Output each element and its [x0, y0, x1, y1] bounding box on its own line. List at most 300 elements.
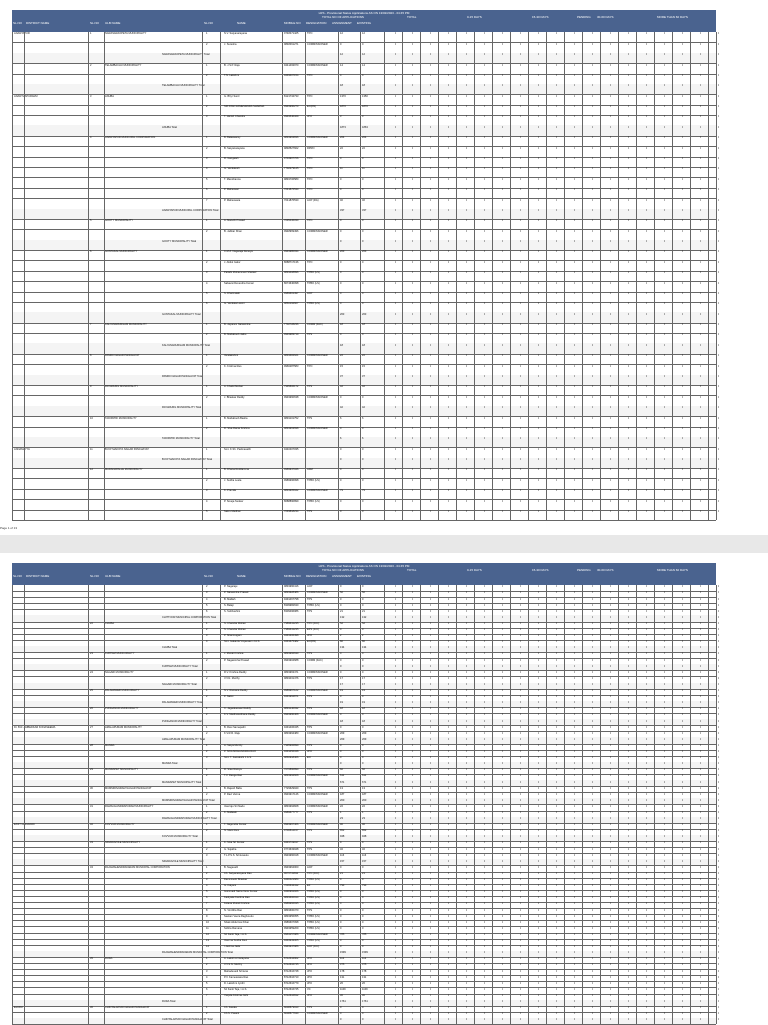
cell-name: Sobha Ramana — [224, 926, 243, 930]
pending-count-cell: 0 — [538, 489, 540, 493]
col-30-60-group: 30-60 DAYS — [597, 15, 614, 19]
pending-count-cell: 0 — [520, 395, 522, 399]
total-label: CHITTOOR MUNICIPAL CORPORATION Total — [162, 615, 217, 619]
cell-mob: 9949997466 — [284, 823, 299, 827]
pending-count-cell: 0 — [430, 281, 432, 285]
pending-count-cell: 0 — [700, 737, 702, 741]
cell-a: 6 — [340, 416, 342, 420]
pending-count-cell: 0 — [466, 902, 468, 906]
pending-count-cell: 0 — [646, 628, 648, 632]
pending-count-cell: 0 — [700, 208, 702, 212]
pending-count-cell: 0 — [538, 689, 540, 693]
pending-count-cell: 0 — [412, 510, 414, 513]
pending-count-cell: 0 — [610, 323, 612, 327]
pending-count-cell: 0 — [484, 156, 486, 160]
pending-count-cell: 0 — [395, 670, 397, 674]
pending-count-cell: 0 — [448, 621, 450, 625]
pending-count-cell: 0 — [574, 762, 576, 766]
total-label: GUNTAKAL MUNICIPALITY Total — [162, 312, 201, 316]
cell-a: 134 — [340, 646, 345, 650]
cell-des: TPO — [307, 167, 313, 171]
pending-count-cell: 0 — [682, 281, 684, 285]
pending-count-cell: 0 — [556, 177, 558, 181]
pending-count-cell: 0 — [646, 670, 648, 674]
pending-count-cell: 0 — [682, 1000, 684, 1003]
pending-count-cell: 0 — [538, 810, 540, 814]
pending-count-cell: 0 — [502, 939, 504, 943]
pending-count-cell: 0 — [430, 853, 432, 857]
cell-name: B. Ravi Samapathi — [224, 725, 246, 729]
cell-e: 21 — [362, 609, 365, 613]
cell-s: 2 — [206, 42, 208, 46]
cell-e: 785 — [362, 932, 367, 936]
cell-e: 21 — [362, 871, 365, 875]
cell-a: 1873 — [340, 125, 346, 129]
cell-name: N.V. Ramana Reddy — [224, 689, 248, 693]
cell-a: 0 — [340, 878, 342, 882]
pending-count-cell: 0 — [556, 115, 558, 119]
cell-a: 18 — [340, 343, 343, 347]
cell-a: 263 — [340, 312, 345, 316]
cell-name: Kadiyala Pavithra Rao — [224, 896, 250, 900]
pending-count-cell: 0 — [556, 468, 558, 472]
cell-e: 0 — [362, 652, 364, 656]
cell-e: 0 — [362, 1018, 364, 1022]
pending-count-cell: 0 — [628, 478, 630, 482]
pending-count-cell: 0 — [610, 884, 612, 888]
cell-des: TPO — [307, 94, 313, 98]
pending-count-cell: 0 — [682, 719, 684, 723]
cell-name: B. Mahaboob Basha — [224, 416, 248, 420]
cell-a: 0 — [340, 890, 342, 894]
pending-count-cell: 0 — [412, 963, 414, 967]
pending-count-cell: 0 — [628, 847, 630, 851]
pending-count-cell: 0 — [628, 115, 630, 119]
pending-count-cell: 0 — [484, 291, 486, 295]
pending-count-cell: 0 — [718, 859, 720, 863]
pending-count-cell: 0 — [430, 774, 432, 778]
cell-e: 42 — [362, 385, 365, 389]
pending-count-cell: 0 — [700, 219, 702, 223]
pending-count-cell: 0 — [700, 156, 702, 160]
cell-mob: 9848527662 — [284, 146, 299, 150]
pending-count-cell: 0 — [574, 188, 576, 192]
cell-e: 269 — [362, 737, 367, 741]
pending-count-cell: 0 — [646, 817, 648, 821]
cell-no: 29 — [90, 768, 93, 772]
cell-des: COMMISSIONER — [307, 774, 328, 778]
pending-count-cell: 0 — [556, 219, 558, 223]
pending-count-cell: 0 — [412, 634, 414, 638]
pending-count-cell: 0 — [664, 743, 666, 747]
cell-mob: 7041876530 — [284, 198, 299, 202]
pending-count-cell: 0 — [592, 975, 594, 979]
cell-e: 0 — [362, 664, 364, 668]
pending-count-cell: 0 — [592, 53, 594, 57]
pending-count-cell: 0 — [700, 707, 702, 711]
pending-count-cell: 0 — [502, 447, 504, 451]
pending-count-cell: 0 — [520, 780, 522, 784]
cell-e: 0 — [362, 177, 364, 181]
cell-a: 1761 — [340, 1000, 346, 1003]
pending-count-cell: 0 — [628, 489, 630, 493]
pending-count-cell: 0 — [484, 713, 486, 717]
cell-e: 6 — [362, 416, 364, 420]
pending-count-cell: 0 — [592, 499, 594, 503]
pending-count-cell: 0 — [520, 73, 522, 77]
pending-count-cell: 0 — [448, 664, 450, 668]
pending-count-cell: 0 — [556, 125, 558, 129]
pending-count-cell: 0 — [395, 32, 397, 36]
pending-count-cell: 0 — [574, 908, 576, 912]
pending-count-cell: 0 — [628, 510, 630, 513]
pending-count-cell: 0 — [682, 585, 684, 589]
pending-count-cell: 0 — [700, 695, 702, 699]
pending-count-cell: 0 — [610, 426, 612, 430]
pending-count-cell: 0 — [628, 395, 630, 399]
pending-count-cell: 0 — [574, 591, 576, 595]
cell-mob: 8121734733 — [284, 94, 299, 98]
pending-count-cell: 0 — [700, 987, 702, 991]
pending-count-cell: 0 — [610, 63, 612, 67]
pending-count-cell: 0 — [574, 219, 576, 223]
pending-count-cell: 0 — [430, 1018, 432, 1022]
pending-count-cell: 0 — [700, 682, 702, 686]
pending-count-cell: 0 — [520, 240, 522, 244]
total-applications-heading: TOTAL NO OF APPLICATIONS — [322, 568, 364, 572]
pending-count-cell: 0 — [412, 914, 414, 918]
total-label: ANANTAPUR MUNICIPAL CORPORATION Total — [162, 208, 219, 212]
pending-count-cell: 0 — [646, 859, 648, 863]
pending-count-cell: 0 — [574, 312, 576, 316]
column-divider — [654, 32, 655, 520]
pending-count-cell: 0 — [628, 375, 630, 379]
pending-count-cell: 0 — [484, 762, 486, 766]
pending-count-cell: 0 — [484, 658, 486, 662]
pending-count-cell: 0 — [395, 957, 397, 961]
pending-count-cell: 0 — [700, 260, 702, 264]
col-name: NAME — [237, 21, 246, 25]
pending-count-cell: 0 — [466, 603, 468, 607]
pending-count-cell: 0 — [574, 945, 576, 949]
pending-count-cell: 0 — [412, 94, 414, 98]
pending-count-cell: 0 — [502, 926, 504, 930]
pending-count-cell: 0 — [718, 780, 720, 784]
pending-count-cell: 0 — [574, 835, 576, 839]
pending-count-cell: 0 — [395, 664, 397, 668]
pending-count-cell: 0 — [646, 437, 648, 441]
pending-count-cell: 0 — [664, 591, 666, 595]
pending-count-cell: 0 — [430, 597, 432, 601]
cell-a: 30 — [340, 993, 343, 997]
cell-mob: 8008877630 — [284, 1012, 299, 1016]
pending-count-cell: 0 — [430, 250, 432, 254]
pending-count-cell: 0 — [430, 240, 432, 244]
pending-count-cell: 0 — [592, 219, 594, 223]
pending-count-cell: 0 — [646, 615, 648, 619]
cell-a: 264 — [340, 136, 345, 140]
cell-s: 5 — [206, 510, 208, 513]
pending-count-cell: 0 — [718, 323, 720, 327]
pending-count-cell: 0 — [682, 920, 684, 924]
pending-count-cell: 0 — [610, 621, 612, 625]
pending-count-cell: 0 — [718, 634, 720, 638]
pending-count-cell: 0 — [592, 188, 594, 192]
cell-a: 0 — [340, 695, 342, 699]
pending-count-cell: 0 — [574, 963, 576, 967]
pending-count-cell: 0 — [556, 975, 558, 979]
pending-count-cell: 0 — [610, 115, 612, 119]
pending-count-cell: 0 — [646, 1018, 648, 1022]
cell-s: 14 — [206, 945, 209, 949]
pending-count-cell: 0 — [664, 281, 666, 285]
cell-mob: 9989601497 — [284, 291, 299, 295]
pending-count-cell: 0 — [430, 701, 432, 705]
pending-count-cell: 0 — [448, 823, 450, 827]
pending-count-cell: 0 — [592, 701, 594, 705]
cell-e: 0 — [362, 333, 364, 337]
pending-count-cell: 0 — [448, 73, 450, 77]
pending-count-cell: 0 — [395, 756, 397, 760]
pending-count-cell: 0 — [592, 621, 594, 625]
pending-count-cell: 0 — [538, 437, 540, 441]
pending-count-cell: 0 — [502, 823, 504, 827]
pending-count-cell: 0 — [556, 804, 558, 808]
pending-count-cell: 0 — [700, 312, 702, 316]
cell-e: 187 — [362, 792, 367, 796]
pending-count-cell: 0 — [395, 364, 397, 368]
pending-count-cell: 0 — [700, 743, 702, 747]
pending-count-cell: 0 — [610, 658, 612, 662]
pending-count-cell: 0 — [664, 510, 666, 513]
pending-count-cell: 0 — [484, 835, 486, 839]
pending-count-cell: 0 — [610, 343, 612, 347]
pending-count-cell: 0 — [520, 312, 522, 316]
pending-count-cell: 0 — [484, 847, 486, 851]
pending-count-cell: 0 — [412, 804, 414, 808]
pending-count-cell: 0 — [556, 701, 558, 705]
cell-a: 0 — [340, 426, 342, 430]
pending-count-cell: 0 — [448, 312, 450, 316]
pending-count-cell: 0 — [682, 478, 684, 482]
pending-count-cell: 0 — [610, 676, 612, 680]
column-divider — [88, 32, 89, 520]
cell-e: 0 — [362, 219, 364, 223]
pending-count-cell: 0 — [430, 835, 432, 839]
cell-s: 2 — [206, 229, 208, 233]
cell-ulb: RAMACHANDRAPURAM MUNICIPALITY — [105, 804, 154, 808]
cell-a: 19 — [340, 689, 343, 693]
pending-count-cell: 0 — [430, 603, 432, 607]
cell-no: 1 — [90, 32, 92, 36]
pending-count-cell: 0 — [502, 963, 504, 967]
pending-count-cell: 0 — [682, 664, 684, 668]
pending-count-cell: 0 — [610, 375, 612, 379]
pending-count-cell: 0 — [682, 884, 684, 888]
pending-count-cell: 0 — [502, 63, 504, 67]
pending-count-cell: 0 — [484, 689, 486, 693]
pending-count-cell: 0 — [718, 810, 720, 814]
pending-count-cell: 0 — [538, 53, 540, 57]
pending-count-cell: 0 — [610, 73, 612, 77]
pending-count-cell: 0 — [430, 53, 432, 57]
pending-count-cell: 0 — [682, 823, 684, 827]
pending-count-cell: 0 — [412, 447, 414, 451]
pending-count-cell: 0 — [395, 146, 397, 150]
cell-a: 0 — [340, 945, 342, 949]
cell-name: B. Balaswamy — [224, 136, 241, 140]
pending-count-cell: 0 — [610, 219, 612, 223]
cell-a: 2 — [340, 634, 342, 638]
pending-count-cell: 0 — [412, 981, 414, 985]
pending-count-cell: 0 — [628, 871, 630, 875]
pending-count-cell: 0 — [395, 750, 397, 754]
pending-count-cell: 0 — [556, 499, 558, 503]
pending-count-cell: 0 — [448, 146, 450, 150]
pending-count-cell: 0 — [718, 395, 720, 399]
cell-e: 0 — [362, 603, 364, 607]
pending-count-cell: 0 — [412, 823, 414, 827]
cell-e: 0 — [362, 920, 364, 924]
cell-a: 26 — [340, 981, 343, 985]
pending-count-cell: 0 — [538, 603, 540, 607]
cell-s: 2 — [206, 847, 208, 851]
pending-count-cell: 0 — [682, 73, 684, 77]
pending-count-cell: 0 — [592, 240, 594, 244]
pending-count-cell: 0 — [412, 640, 414, 644]
pending-count-cell: 0 — [466, 1018, 468, 1022]
cell-a: 0 — [340, 240, 342, 244]
pending-count-cell: 0 — [610, 841, 612, 845]
pending-count-cell: 0 — [664, 841, 666, 845]
cell-e: 0 — [362, 743, 364, 747]
pending-count-cell: 0 — [556, 756, 558, 760]
pending-count-cell: 0 — [574, 1012, 576, 1016]
pending-count-cell: 0 — [502, 94, 504, 98]
pending-count-cell: 0 — [448, 208, 450, 212]
pending-count-cell: 0 — [520, 1018, 522, 1022]
pending-count-cell: 0 — [700, 84, 702, 88]
pending-count-cell: 0 — [700, 957, 702, 961]
cell-mob: 9866192607 — [284, 302, 299, 306]
pending-count-cell: 0 — [430, 615, 432, 619]
pending-count-cell: 0 — [538, 884, 540, 888]
pending-count-cell: 0 — [430, 156, 432, 160]
pending-count-cell: 0 — [430, 343, 432, 347]
pending-count-cell: 0 — [448, 591, 450, 595]
column-divider — [690, 32, 691, 520]
pending-count-cell: 0 — [484, 926, 486, 930]
pending-count-cell: 0 — [395, 878, 397, 882]
pending-count-cell: 0 — [718, 750, 720, 754]
pending-count-cell: 0 — [592, 615, 594, 619]
pending-count-cell: 0 — [448, 291, 450, 295]
cell-e: 375 — [362, 963, 367, 967]
pending-count-cell: 0 — [610, 926, 612, 930]
pending-count-cell: 0 — [448, 951, 450, 955]
cell-name: K.V.R.R. Raju — [224, 731, 240, 735]
pending-count-cell: 0 — [466, 920, 468, 924]
pending-count-cell: 0 — [520, 478, 522, 482]
pending-count-cell: 0 — [592, 42, 594, 46]
cell-a: 0 — [340, 652, 342, 656]
pending-count-cell: 0 — [395, 510, 397, 513]
total-label: RAJAMAHENDRAVARAM MUNICIPAL CORPORATION Total — [162, 951, 233, 955]
pending-count-cell: 0 — [610, 437, 612, 441]
pending-count-cell: 0 — [502, 1012, 504, 1016]
pending-count-cell: 0 — [682, 105, 684, 109]
pending-count-cell: 0 — [700, 281, 702, 285]
cell-s: 1 — [206, 652, 208, 656]
pending-count-cell: 0 — [502, 945, 504, 949]
pending-count-cell: 0 — [556, 437, 558, 441]
cell-s: 13 — [206, 939, 209, 943]
column-divider — [24, 585, 25, 1024]
pending-count-cell: 0 — [700, 468, 702, 472]
pending-count-cell: 0 — [502, 219, 504, 223]
pending-count-cell: 0 — [628, 945, 630, 949]
pending-count-cell: 0 — [718, 115, 720, 119]
pending-count-cell: 0 — [610, 725, 612, 729]
cell-ulb: ANUBA — [105, 94, 114, 98]
pending-count-cell: 0 — [395, 658, 397, 662]
column-divider — [438, 585, 439, 1024]
pending-count-cell: 0 — [430, 1012, 432, 1016]
pending-count-cell: 0 — [556, 707, 558, 711]
pending-count-cell: 0 — [700, 951, 702, 955]
pending-count-cell: 0 — [628, 1012, 630, 1016]
cell-name: Gummadi Narra Venu Kumar — [224, 890, 258, 894]
pending-count-cell: 0 — [520, 951, 522, 955]
cell-e: 263 — [362, 312, 367, 316]
pending-count-cell: 0 — [592, 115, 594, 119]
pending-count-cell: 0 — [430, 646, 432, 650]
pending-count-cell: 0 — [395, 975, 397, 979]
cell-s: 12 — [206, 932, 209, 936]
col-existing: EXISTING — [357, 574, 372, 578]
pending-count-cell: 0 — [430, 664, 432, 668]
pending-count-cell: 0 — [556, 652, 558, 656]
cell-s: 2 — [206, 676, 208, 680]
cell-e: 0 — [362, 865, 364, 869]
pending-count-cell: 0 — [466, 302, 468, 306]
cell-a: 0 — [340, 914, 342, 918]
pending-count-cell: 0 — [538, 914, 540, 918]
pending-count-cell: 0 — [430, 260, 432, 264]
pending-count-cell: 0 — [448, 125, 450, 129]
pending-count-cell: 0 — [610, 271, 612, 275]
pending-count-cell: 0 — [484, 737, 486, 741]
pending-count-cell: 0 — [395, 609, 397, 613]
pending-count-cell: 0 — [395, 890, 397, 894]
pending-count-cell: 0 — [646, 682, 648, 686]
pending-count-cell: 0 — [700, 981, 702, 985]
pending-count-cell: 0 — [718, 1018, 720, 1022]
pending-count-cell: 0 — [646, 510, 648, 513]
pending-count-cell: 0 — [628, 957, 630, 961]
column-divider — [564, 585, 565, 1024]
pending-count-cell: 0 — [412, 84, 414, 88]
pending-count-cell: 0 — [430, 125, 432, 129]
cell-mob: 9963157986 — [284, 932, 299, 936]
pending-count-cell: 0 — [466, 719, 468, 723]
col-0-15-group: 0-15 DAYS — [467, 568, 482, 572]
pending-count-cell: 0 — [412, 853, 414, 857]
pending-count-cell: 0 — [448, 333, 450, 337]
pending-count-cell: 0 — [718, 865, 720, 869]
pending-count-cell: 0 — [484, 817, 486, 821]
col-total-group: TOTAL — [407, 568, 417, 572]
